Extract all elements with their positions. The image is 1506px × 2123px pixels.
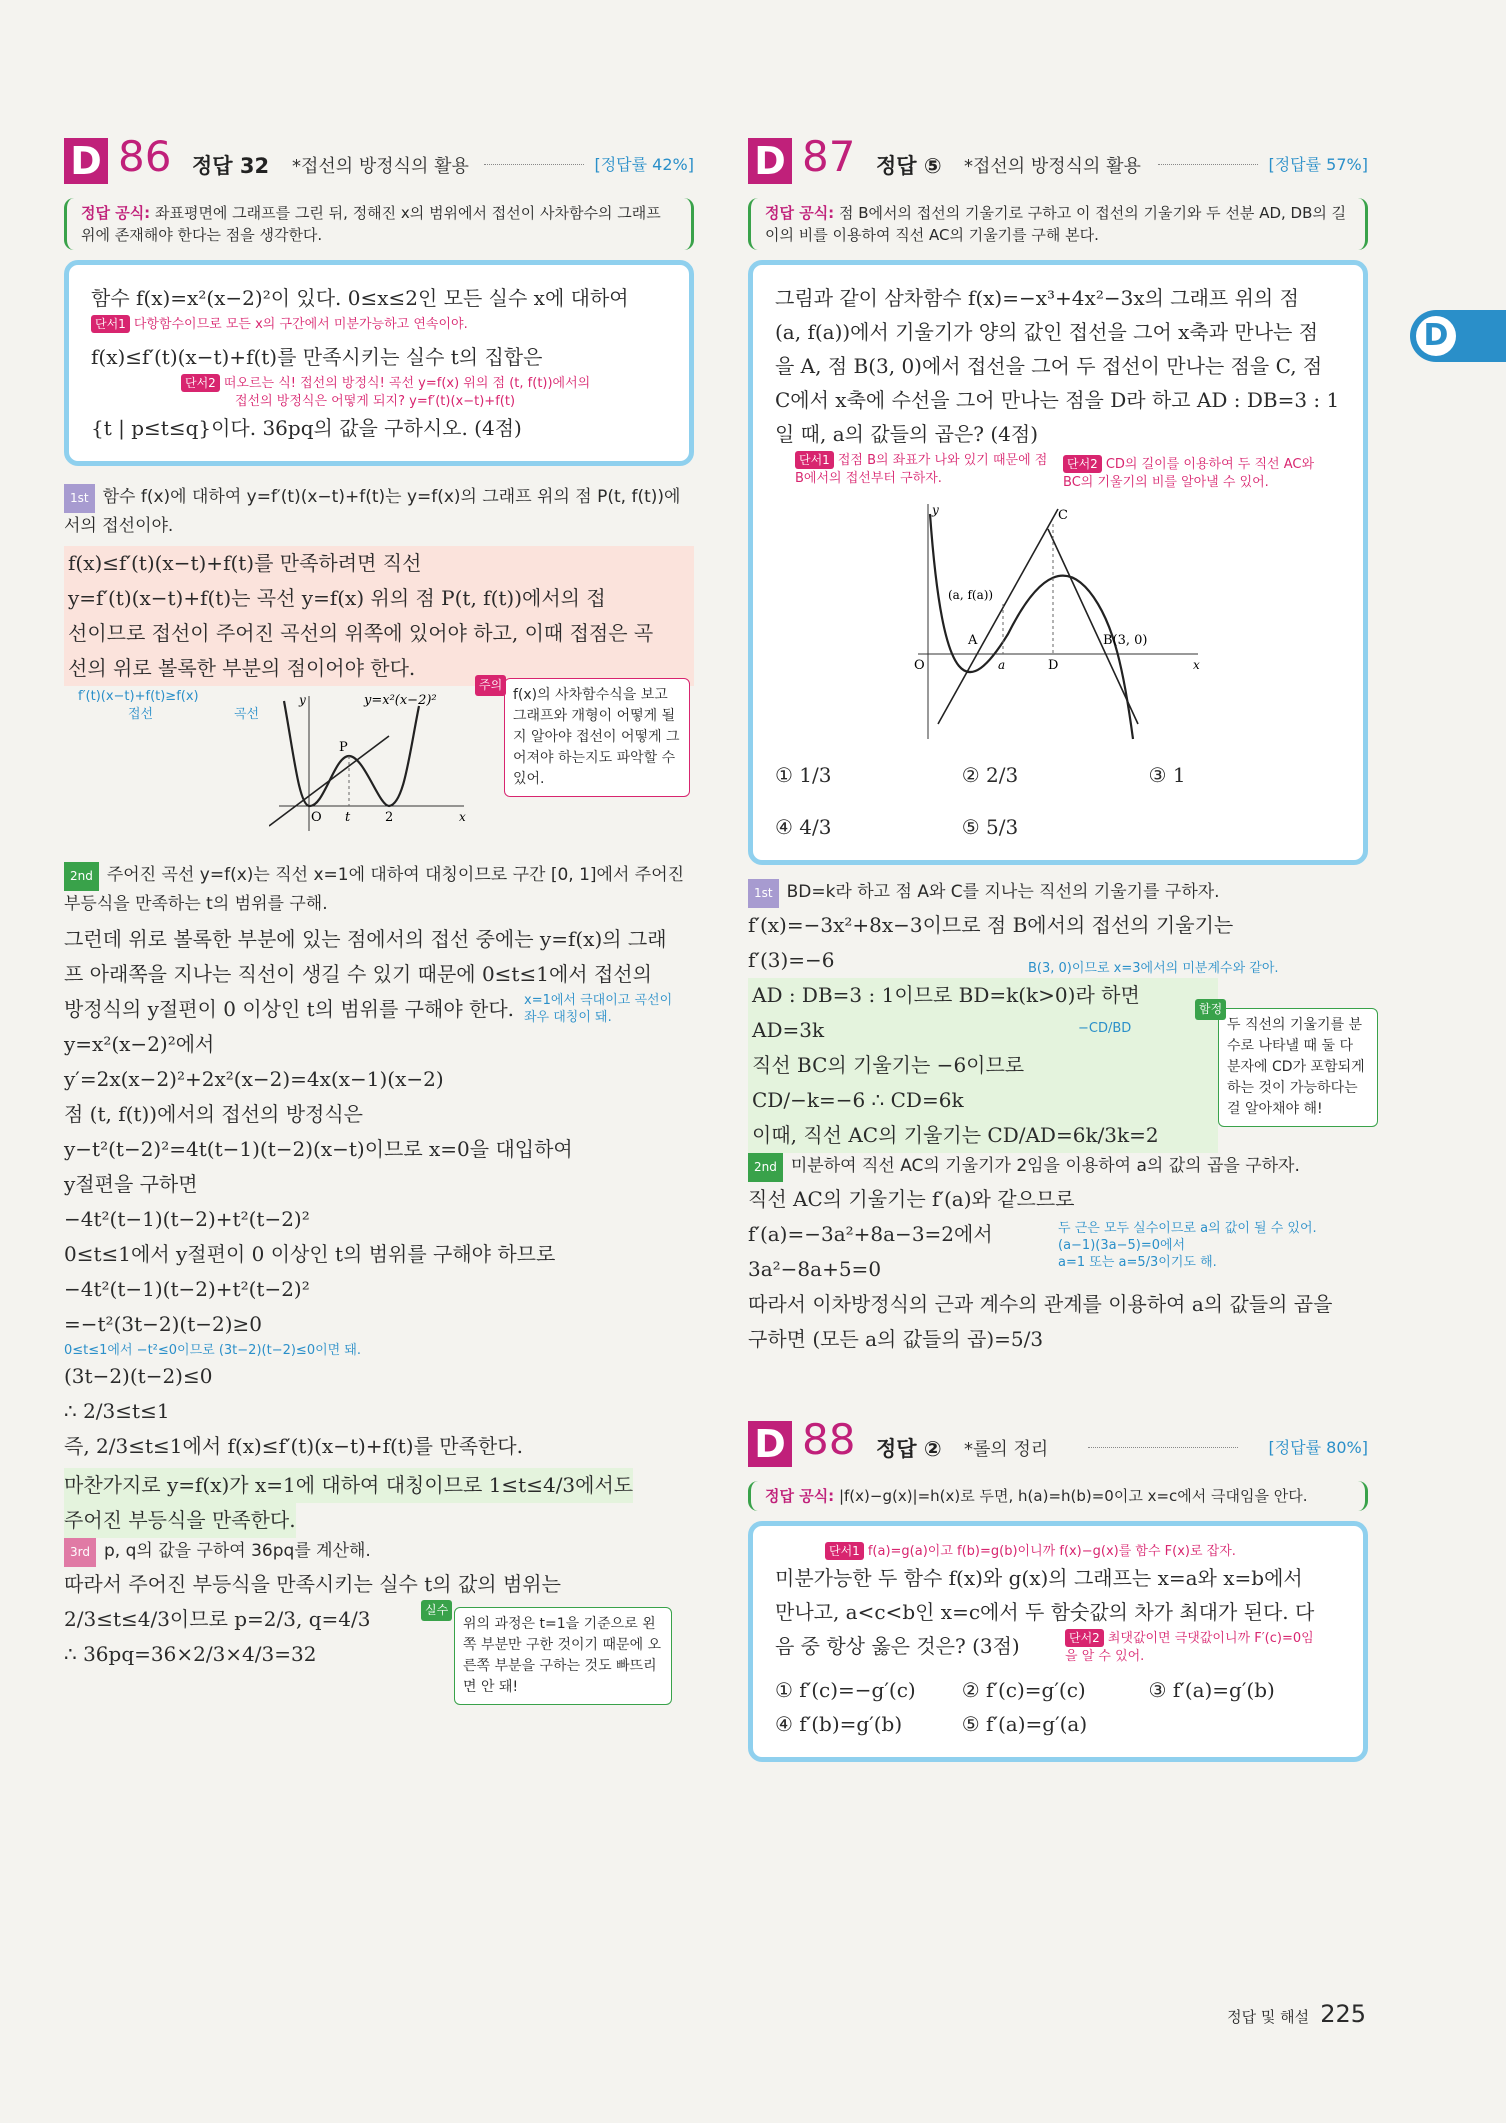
a-label: a [998,658,1006,672]
tangent-point-label: (a, f(a)) [948,588,994,602]
text-line: −4t²(t−1)(t−2)+t²(t−2)² [64,1207,310,1231]
formula-label: 정답 공식: [81,204,151,222]
answer-label: 정답 ⑤ [876,154,942,178]
highlight-block [64,546,694,686]
tip-tag: 실수 [421,1600,452,1621]
answer-label: 정답 32 [192,154,270,178]
negative-note: 0≤t≤1에서 −t²≤0이므로 (3t−2)(t−2)≤0이면 돼. [64,1343,362,1358]
caution-text: f(x)의 사차함수식을 보고 그래프와 개형이 어떻게 될지 알아야 접선이 어떻게 그어져야 하는지도 파악할 수 있어. [513,687,680,787]
step-text: BD=k라 하고 점 A와 C를 지나는 직선의 기울기를 구하자. [786,882,1220,902]
tip-text: 위의 과정은 t=1을 기준으로 왼쪽 부분만 구한 것이기 때문에 오른쪽 부분을 구하는 것도 빠뜨리면 안 돼! [463,1616,662,1695]
cd-note: −CD/BD [1078,1021,1132,1036]
roots-note [1058,1220,1358,1271]
dotted-divider [1088,1447,1238,1448]
hint-2 [1063,455,1333,492]
caution-tag: 주의 [475,675,506,696]
solution-body [64,922,694,1464]
ineq-sub: 곡선 [234,707,260,722]
formula-box [64,198,694,250]
step-tag: 1st [748,879,779,908]
text-line: ∴ 36pq=36×2/3×4/3=32 [64,1642,317,1666]
symmetry-note: x=1에서 극대이고 곡선이 좌우 대칭이 돼. [524,993,673,1025]
section-badge: D [748,138,792,184]
quartic-graph [269,686,469,836]
hint-text: 최댓값이면 극댓값이니까 F′(c)=0임을 알 수 있어. [1065,1631,1314,1664]
b-point-label: B(3, 0) [1103,633,1148,648]
step-text: 주어진 곡선 y=f(x)는 직선 x=1에 대하여 대칭이므로 구간 [0, 1]에서 주어진 부등식을 만족하는 t의 범위를 구해. [64,865,685,914]
text-line: 방정식의 y절편이 0 이상인 t의 범위를 구해야 한다. [64,997,514,1021]
formula-box [748,198,1368,250]
text-line: 직선 AC의 기울기는 f′(a)와 같으므로 [748,1187,1075,1211]
page-footer [1227,2000,1366,2028]
correct-rate: [정답률 80%] [1268,1438,1368,1457]
problem-87-header [748,130,1368,190]
problem-line: 함수 f(x)=x²(x−2)²이 있다. 0≤x≤2인 모든 실수 x에 대하여 [91,286,629,310]
text-line: 선의 위로 볼록한 부분의 점이어야 한다. [68,656,416,680]
text-line: 3a²−8a+5=0 [748,1257,882,1281]
hint-1 [775,451,1055,488]
note-line: 두 근은 모두 실수이므로 a의 값이 될 수 있어. [1058,1221,1317,1236]
correct-rate: [정답률 57%] [1268,155,1368,174]
left-column [64,130,694,1695]
step-2 [64,862,694,918]
section-badge: D [64,138,108,184]
text-line: AD : DB=3 : 1이므로 BD=k(k>0)라 하면 AD=3k [752,983,1140,1042]
hint-text: 접점 B의 좌표가 나와 있기 때문에 점 B에서의 접선부터 구하자. [795,453,1048,486]
problem-line: 일 때, a의 값들의 곱은? (4점) [775,422,1039,446]
two-label: 2 [385,810,394,825]
choice-3[interactable]: ③ 1 [1148,763,1186,787]
t-label: t [345,810,351,825]
text-line: 점 (t, f(t))에서의 접선의 방정식은 [64,1102,363,1126]
choice-4[interactable]: ④ f′(b)=g′(b) [775,1712,903,1736]
problem-line: 만나고, a<c<b인 x=c에서 두 함숫값의 차가 최대가 된다. 다 [775,1600,1315,1624]
step-text: 미분하여 직선 AC의 기울기가 2임을 이용하여 a의 값의 곱을 구하자. [790,1156,1300,1176]
hint-tag: 단서2 [181,374,220,392]
problem-number: 88 [802,1415,856,1464]
step-1 [748,879,1368,908]
formula-label: 정답 공식: [765,204,835,222]
text-line: =−t²(3t−2)(t−2)≥0 [64,1312,263,1336]
text-line: y=x²(x−2)²에서 [64,1032,215,1056]
text-line: 선이므로 접선이 주어진 곡선의 위쪽에 있어야 하고, 이때 접점은 곡 [68,621,654,645]
ineq-sub: 접선 [128,707,154,722]
problem-line: (a, f(a))에서 기울기가 양의 값인 접선을 그어 x축과 만나는 점 [775,320,1319,344]
step-text: 함수 f(x)에 대하여 y=f′(t)(x−t)+f(t)는 y=f(x)의 그래프 위의 점 P(t, f(t))에서의 접선이야. [64,487,681,536]
page-number: 225 [1320,2000,1366,2028]
step-2 [748,1153,1368,1182]
solution-body [748,908,1368,1153]
text-line: 그런데 위로 볼록한 부분에 있는 점에서의 접선 중에는 y=f(x)의 그래 [64,927,667,951]
step-tag: 2nd [64,862,99,891]
problem-number: 87 [802,132,856,181]
hint-2 [91,374,667,411]
origin-label: O [311,810,322,825]
hint-tag: 단서1 [795,451,834,469]
text-line: 직선 BC의 기울기는 −6이므로 [752,1053,1025,1077]
footer-label: 정답 및 해설 [1227,2008,1310,2026]
cubic-graph [908,494,1208,744]
formula-box [748,1481,1368,1511]
origin-label: O [914,658,925,673]
choice-2[interactable]: ② f′(c)=g′(c) [961,1678,1086,1702]
hint-text: CD의 길이를 이용하여 두 직선 AC와 BC의 기울기의 비를 알아낼 수 있어. [1063,457,1315,490]
formula-text: 점 B에서의 접선의 기울기로 구하고 이 접선의 기울기와 두 선분 AD, DB의 길이의 비를 이용하여 직선 AC의 기울기를 구해 본다. [765,204,1347,244]
problem-line: 미분가능한 두 함수 f(x)와 g(x)의 그래프는 x=a와 x=b에서 [775,1566,1303,1590]
caution-box [479,678,690,797]
hint-tag: 단서2 [1065,1629,1104,1647]
topic-label: *접선의 방정식의 활용 [964,156,1141,177]
chapter-tab [1410,310,1506,362]
axis-x: x [459,810,466,824]
hint-2 [1065,1629,1325,1666]
step-tag: 2nd [748,1153,783,1182]
trap-tag: 함정 [1195,999,1226,1020]
text-line: 이때, 직선 AC의 기울기는 CD/AD=6k/3k=2 [752,1123,1159,1147]
choices [775,1673,1341,1741]
problem-box [748,260,1368,865]
step-text: p, q의 값을 구하여 36pq를 계산해. [103,1541,371,1561]
text-line: 프 아래쪽을 지나는 직선이 생길 수 있기 때문에 0≤t≤1에서 접선의 [64,962,652,986]
step-1 [64,484,694,540]
text-line: ∴ 2/3≤t≤1 [64,1399,170,1423]
text-line: f′(3)=−6 [748,948,835,972]
choice-5[interactable]: ⑤ 5/3 [961,815,1019,839]
ineq-note: f′(t)(x−t)+f(t)≥f(x) [78,689,199,704]
dotted-divider [1158,164,1258,165]
dotted-divider [484,164,584,165]
step-tag: 3rd [64,1538,96,1567]
b-note: B(3, 0)이므로 x=3에서의 미분계수와 같아. [1028,961,1279,976]
text-line: f(x)≤f′(t)(x−t)+f(t)를 만족하려면 직선 [68,551,422,575]
hint-text: f(a)=g(a)이고 f(b)=g(b)이니까 f(x)−g(x)를 함수 F(x)로 잡자. [867,1544,1236,1559]
final-block [64,1567,694,1695]
d-label: D [1048,658,1059,673]
text-line: y=f′(t)(x−t)+f(t)는 곡선 y=f(x) 위의 점 P(t, f(t))에서의 접 [68,586,606,610]
c-point-label: C [1058,508,1068,523]
a-point-label: A [968,633,978,648]
problem-line: C에서 x축에 수선을 그어 만나는 점을 D라 하고 AD : DB=3 : 1 [775,388,1340,412]
text-line: CD/−k=−6 ∴ CD=6k [752,1088,964,1112]
choice-3[interactable]: ③ f′(a)=g′(b) [1148,1678,1275,1702]
symmetry-block [64,1468,694,1538]
choices [775,758,1341,844]
step-3 [64,1538,694,1567]
text-line: 2/3≤t≤4/3이므로 p=2/3, q=4/3 [64,1607,371,1631]
note-line: a=1 또는 a=5/3이기도 해. [1058,1255,1217,1270]
text-line: y절편을 구하면 [64,1172,198,1196]
right-column [748,130,1368,1762]
axis-x: x [1193,658,1200,672]
trap-box [1199,1002,1378,1127]
text-line: 따라서 이차방정식의 근과 계수의 관계를 이용하여 a의 값들의 곱을 [748,1292,1333,1316]
choice-4[interactable]: ④ 4/3 [775,815,832,839]
hint-text: 다항함수이므로 모든 x의 구간에서 미분가능하고 연속이야. [133,317,468,332]
text-line: 따라서 주어진 부등식을 만족시키는 실수 t의 값의 범위는 [64,1572,561,1596]
hint-1 [775,1542,1341,1561]
formula-label: 정답 공식: [765,1487,835,1505]
text-line: f′(a)=−3a²+8a−3=2에서 [748,1222,993,1246]
choice-1[interactable]: ① f′(c)=−g′(c) [775,1678,916,1702]
choice-5[interactable]: ⑤ f′(a)=g′(a) [961,1712,1088,1736]
trap-text: 두 직선의 기울기를 분수로 나타낼 때 둘 다 분자에 CD가 포함되게 하는 것이 가능하다는 걸 알아채야 해! [1227,1017,1365,1117]
problem-line: {t | p≤t≤q}이다. 36pq의 값을 구하시오. (4점) [91,416,522,440]
problem-line: 그림과 같이 삼차함수 f(x)=−x³+4x²−3x의 그래프 위의 점 [775,286,1299,310]
choice-2[interactable]: ② 2/3 [961,763,1019,787]
graph-area [64,678,694,856]
topic-label: *롤의 정리 [964,1439,1049,1460]
problem-line-row [775,1629,1341,1663]
hint-tag: 단서1 [825,1542,864,1560]
problem-box [748,1521,1368,1762]
axis-y: y [299,693,306,707]
axis-y: y [932,503,939,517]
text-line: 즉, 2/3≤t≤1에서 f(x)≤f′(t)(x−t)+f(t)를 만족한다. [64,1434,523,1458]
hint-1 [91,315,667,334]
hint-text: 떠오르는 식! 접선의 방정식! 곡선 y=f(x) 위의 점 (t, f(t))에서의 [223,376,591,391]
text-line: y−t²(t−2)²=4t(t−1)(t−2)(x−t)이므로 x=0을 대입하여 [64,1137,573,1161]
choice-1[interactable]: ① 1/3 [775,763,832,787]
text-line: f′(x)=−3x²+8x−3이므로 점 B에서의 접선의 기울기는 [748,913,1234,937]
answer-label: 정답 ② [876,1437,942,1461]
solution-body-2 [748,1182,1368,1357]
text-line: 구하면 (모든 a의 값들의 곱)=5/3 [748,1327,1044,1351]
formula-text: 좌표평면에 그래프를 그린 뒤, 정해진 x의 범위에서 접선이 사차함수의 그래프 위에 존재해야 한다는 점을 생각한다. [81,204,661,244]
text-line: 0≤t≤1에서 y절편이 0 이상인 t의 범위를 구해야 하므로 [64,1242,556,1266]
text-line: 주어진 부등식을 만족한다. [64,1503,296,1538]
hint-tag: 단서1 [91,315,130,333]
chapter-tab-letter: D [1416,316,1456,356]
curve-label: y=x²(x−2)² [364,693,437,708]
hint-text: 접선의 방정식은 어떻게 되지? y=f′(t)(x−t)+f(t) [235,394,516,409]
correct-rate: [정답률 42%] [594,155,694,174]
text-line: −4t²(t−1)(t−2)+t²(t−2)² [64,1277,310,1301]
section-badge: D [748,1421,792,1467]
problem-box [64,260,694,466]
text-line: 마찬가지로 y=f(x)가 x=1에 대하여 대칭이므로 1≤t≤4/3에서도 [64,1468,633,1503]
problem-number: 86 [118,132,172,181]
problem-86-header [64,130,694,190]
problem-line: 음 중 항상 옳은 것은? (3점) [775,1634,1020,1658]
step-tag: 1st [64,484,95,513]
note-line: (a−1)(3a−5)=0에서 [1058,1238,1186,1253]
point-p-label: P [339,740,348,755]
problem-line: 을 A, 점 B(3, 0)에서 접선을 그어 두 접선이 만나는 점을 C, 점 [775,354,1323,378]
text-line: y′=2x(x−2)²+2x²(x−2)=4x(x−1)(x−2) [64,1067,444,1091]
text-line: (3t−2)(t−2)≤0 [64,1364,213,1388]
problem-88-header [748,1413,1368,1473]
formula-text: |f(x)−g(x)|=h(x)로 두면, h(a)=h(b)=0이고 x=c에서 극대임을 안다. [838,1487,1308,1505]
topic-label: *접선의 방정식의 활용 [292,156,469,177]
hint-tag: 단서2 [1063,455,1102,473]
highlight-block [748,978,1218,1153]
tip-box [425,1603,672,1705]
problem-line: f(x)≤f′(t)(x−t)+f(t)를 만족시키는 실수 t의 집합은 [91,345,543,369]
